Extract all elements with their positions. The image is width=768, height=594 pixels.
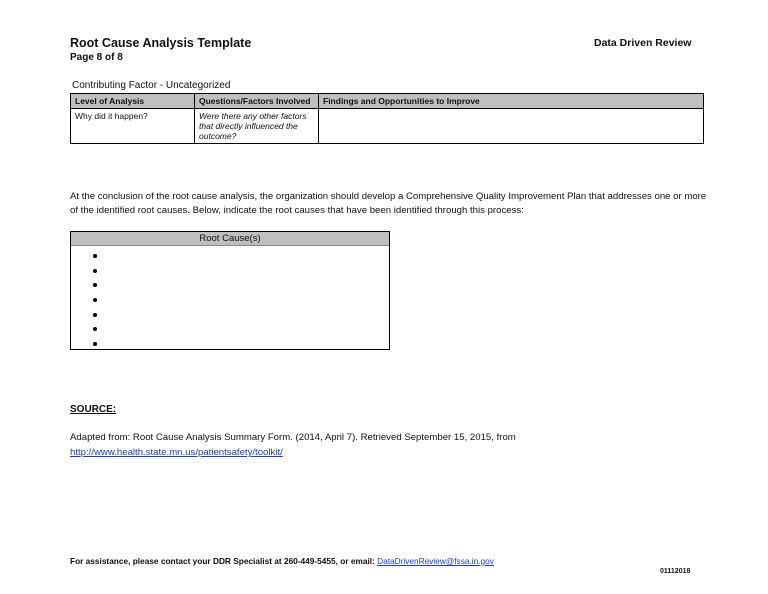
source-citation: Adapted from: Root Cause Analysis Summary Form. (2014, April 7). Retrieved September 15, 2015, from bbox=[70, 432, 516, 443]
assistance-footer bbox=[70, 556, 494, 566]
email-link[interactable]: DataDrivenReview@fssa.in.gov bbox=[377, 556, 494, 566]
cell-question: Were there any other factors that directly influenced the outcome? bbox=[195, 109, 319, 144]
root-cause-box bbox=[70, 231, 390, 350]
cell-findings[interactable] bbox=[319, 109, 704, 144]
list-item[interactable] bbox=[71, 263, 389, 278]
document-title: Root Cause Analysis Template bbox=[70, 36, 252, 50]
column-header-findings: Findings and Opportunities to Improve bbox=[319, 94, 704, 109]
source-heading: SOURCE: bbox=[70, 404, 117, 415]
page-number: Page 8 of 8 bbox=[70, 52, 123, 63]
list-item[interactable] bbox=[71, 248, 389, 263]
column-header-questions: Questions/Factors Involved bbox=[195, 94, 319, 109]
document-number: 01112018 bbox=[660, 568, 691, 575]
conclusion-paragraph: At the conclusion of the root cause analysis, the organization should develop a Comprehensive Quality Improvement Plan that addresses one or more of the identified root causes. Below, indicate the root causes that have been identified through this process: bbox=[70, 191, 707, 216]
root-cause-list bbox=[71, 248, 389, 351]
list-item[interactable] bbox=[71, 307, 389, 322]
list-item[interactable] bbox=[71, 321, 389, 336]
brand-label: Data Driven Review bbox=[594, 37, 692, 49]
root-cause-header: Root Cause(s) bbox=[71, 232, 389, 246]
assistance-text: For assistance, please contact your DDR Specialist at 260-449-5455, or email: bbox=[70, 556, 378, 566]
list-item[interactable] bbox=[71, 336, 389, 351]
list-item[interactable] bbox=[71, 292, 389, 307]
contributing-factor-label: Contributing Factor - Uncategorized bbox=[72, 80, 231, 91]
source-link[interactable]: http://www.health.state.mn.us/patientsafety/toolkit/ bbox=[70, 447, 283, 458]
list-item[interactable] bbox=[71, 277, 389, 292]
table-row bbox=[71, 109, 704, 144]
contributing-factor-table bbox=[70, 93, 704, 144]
column-header-level: Level of Analysis bbox=[71, 94, 195, 109]
cell-level: Why did it happen? bbox=[71, 109, 195, 144]
table-header-row bbox=[71, 94, 704, 109]
